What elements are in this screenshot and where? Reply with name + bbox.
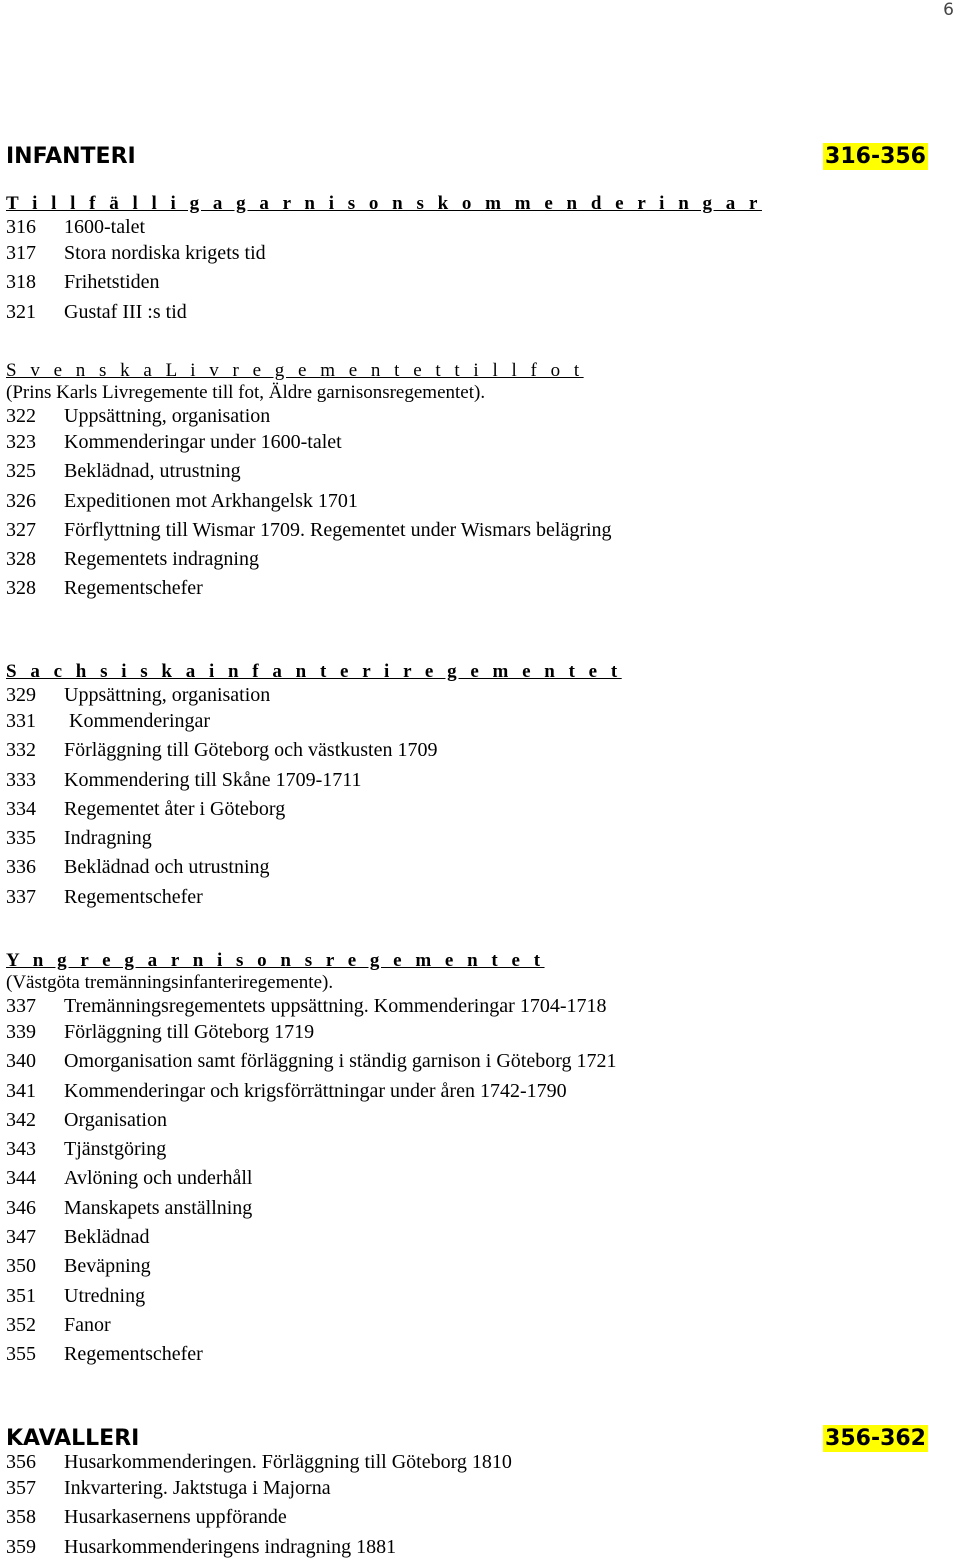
section-title: Y n g r e g a r n i s o n s r e g e m e n t e t [6,950,545,971]
item-number: 347 [6,1226,36,1249]
item-number: 341 [6,1079,36,1102]
item-text: Organisation [64,1108,167,1131]
list-item [6,239,946,268]
list-item [6,215,946,239]
item-text: Regementets indragning [64,548,259,571]
item-text: Regementschefer [64,1343,203,1366]
item-text: Beklädnad och utrustning [64,856,270,879]
item-number: 350 [6,1255,36,1278]
item-text: Regementet åter i Göteborg [64,797,286,820]
item-number: 333 [6,768,36,791]
list-item [6,516,946,545]
item-text: Utredning [64,1284,146,1307]
item-number: 334 [6,797,36,820]
infanteri-heading-row [6,140,928,172]
item-text: Regementschefer [64,577,203,600]
item-number: 316 [6,216,36,238]
list-item [6,404,946,428]
item-number: 331 [6,710,36,732]
section-title: T i l l f ä l l i g a g a r n i s o n s k o m m e n d e r i n g a r [6,193,762,214]
item-number: 335 [6,827,36,850]
list-item [6,428,946,457]
item-number: 327 [6,518,36,541]
item-number: 325 [6,460,36,483]
list-item [6,683,946,707]
item-number: 332 [6,739,36,762]
item-text: Fanor [64,1313,111,1336]
item-text: Husarkommenderingens indragning 1881 [64,1535,397,1558]
item-number: 351 [6,1284,36,1307]
item-text: Inkvartering. Jaktstuga i Majorna [64,1477,331,1499]
item-text: Husarkasernens uppförande [64,1506,287,1529]
list-item [6,1503,946,1532]
list-item [6,707,946,736]
item-number: 340 [6,1050,36,1073]
section-subtitle: (Västgöta tremänningsinfanteriregemente). [6,972,334,993]
section-title: S a c h s i s k a i n f a n t e r i r e g e m e n t e t [6,661,622,682]
list-item [6,766,946,795]
item-number: 352 [6,1313,36,1336]
list-item [6,1047,946,1076]
list-item [6,795,946,824]
list-item [6,545,946,574]
item-number: 328 [6,548,36,571]
item-text: Beklädnad, utrustning [64,460,241,483]
list-item [6,574,946,603]
section-subtitle: (Prins Karls Livregemente till fot, Äldre garnisonsregementet). [6,382,486,403]
section-sachsiska [6,661,946,912]
item-number: 329 [6,684,36,706]
item-text: Regementschefer [64,885,203,908]
item-number: 337 [6,885,36,908]
list-item [6,298,946,327]
item-text: Kommendering till Skåne 1709-1711 [64,768,362,791]
list-item [6,994,946,1018]
list-item [6,1311,946,1340]
item-number: 357 [6,1477,36,1499]
item-number: 323 [6,431,36,453]
item-number: 322 [6,405,36,427]
item-number: 356 [6,1451,36,1473]
list-item [6,1282,946,1311]
item-number: 346 [6,1196,36,1219]
section-yngre-garnisonsregementet [6,950,946,1370]
list-item [6,1164,946,1193]
list-item [6,1106,946,1135]
item-text: Förläggning till Göteborg och västkusten 1709 [64,739,438,762]
kavalleri-title: KAVALLERI [6,1425,140,1451]
item-text: Husarkommenderingen. Förläggning till Göteborg 1810 [64,1451,512,1473]
page-number: 6 [943,0,954,20]
section-livregementet [6,360,946,604]
item-text: Uppsättning, organisation [64,405,271,427]
item-number: 344 [6,1167,36,1190]
item-number: 328 [6,577,36,600]
item-text: Indragning [64,827,152,850]
item-text: Expeditionen mot Arkhangelsk 1701 [64,489,358,512]
item-text: Stora nordiska krigets tid [64,242,266,264]
item-text: Tjänstgöring [64,1138,167,1161]
list-item [6,1077,946,1106]
item-number: 326 [6,489,36,512]
item-text: Tremänningsregementets uppsättning. Kommenderingar 1704-1718 [64,995,607,1017]
list-item [6,1533,946,1562]
item-number: 355 [6,1343,36,1366]
section-title: S v e n s k a L i v r e g e m e n t e t t i l l f o t [6,360,584,381]
list-item [6,1252,946,1281]
list-item [6,736,946,765]
list-item [6,457,946,486]
infanteri-range-badge: 316-356 [825,143,926,169]
kavalleri-range-badge: 356-362 [825,1425,926,1451]
item-number: 317 [6,242,36,264]
item-text: Kommenderingar och krigsförrättningar under åren 1742-1790 [64,1079,567,1102]
list-item [6,487,946,516]
list-item [6,824,946,853]
item-text: Förläggning till Göteborg 1719 [64,1021,315,1043]
item-number: 337 [6,995,36,1017]
item-number: 358 [6,1506,36,1529]
item-text: Avlöning och underhåll [64,1167,253,1190]
list-item [6,1018,946,1047]
section-tillfalliga [6,193,946,327]
section-kavalleri [6,1450,946,1562]
list-item [6,853,946,882]
item-number: 318 [6,271,36,294]
list-item [6,1450,946,1474]
item-text: Gustaf III :s tid [64,300,187,323]
item-text: Omorganisation samt förläggning i ständig garnison i Göteborg 1721 [64,1050,617,1073]
list-item [6,883,946,912]
item-text: 1600-talet [64,216,146,238]
item-number: 359 [6,1535,36,1558]
list-item [6,1194,946,1223]
list-item [6,1135,946,1164]
item-text: Uppsättning, organisation [64,684,271,706]
list-item [6,1474,946,1503]
item-text: Frihetstiden [64,271,160,294]
item-text: Beklädnad [64,1226,150,1249]
item-text: Beväpning [64,1255,151,1278]
item-text: Förflyttning till Wismar 1709. Regementet under Wismars belägring [64,518,612,541]
item-text: Kommenderingar under 1600-talet [64,431,342,453]
list-item [6,1340,946,1369]
list-item [6,268,946,297]
item-number: 339 [6,1021,36,1043]
item-number: 336 [6,856,36,879]
item-number: 343 [6,1138,36,1161]
list-item [6,1223,946,1252]
infanteri-title: INFANTERI [6,143,136,169]
item-number: 342 [6,1108,36,1131]
item-text: Manskapets anställning [64,1196,253,1219]
item-number: 321 [6,300,36,323]
item-text: Kommenderingar [64,710,211,732]
